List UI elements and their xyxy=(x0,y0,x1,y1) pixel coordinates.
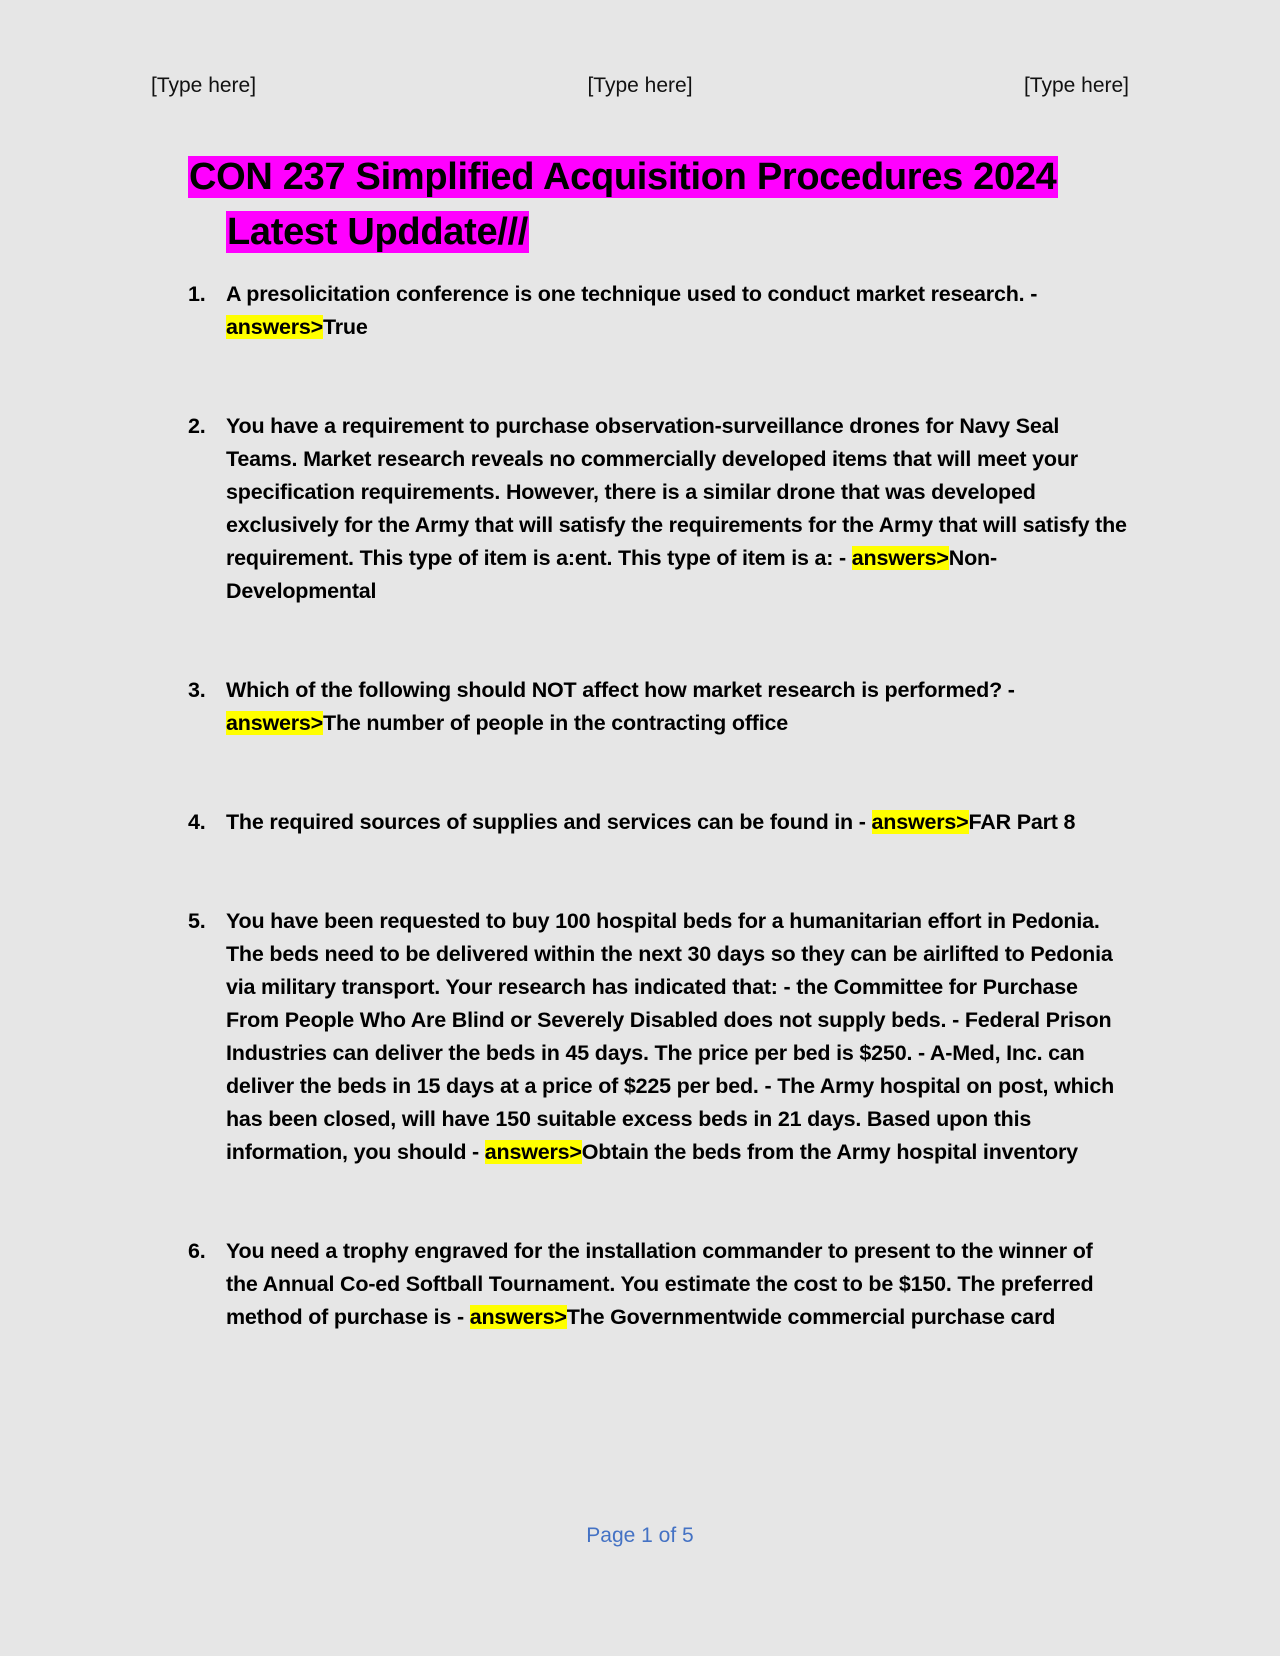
question-item xyxy=(188,410,1130,608)
question-item xyxy=(188,905,1130,1169)
question-number: 5. xyxy=(188,909,206,933)
answer-tag: answers> xyxy=(871,810,969,834)
page-footer xyxy=(0,1524,1280,1548)
answer-tag: answers> xyxy=(226,315,324,339)
title-line-1 xyxy=(188,150,1088,205)
question-text: You have a requirement to purchase observation-surveillance drones for Navy Seal Teams. Market research reveals no commercially developed items that will meet your specification requirements. However, there is a similar drone that was developed exclusively for the Army that will satisfy the requirements for the Army that will satisfy the requirement. This type of item is a:ent. This type of item is a: - xyxy=(226,414,1127,570)
question-item xyxy=(188,806,1130,839)
question-text: The required sources of supplies and services can be found in - xyxy=(226,810,872,834)
document-title xyxy=(188,150,1088,260)
question-item xyxy=(188,278,1130,344)
question-text: Which of the following should NOT affect how market research is performed? - xyxy=(226,678,1015,702)
page-number-label: Page 1 of 5 xyxy=(586,1524,694,1547)
question-text: You have been requested to buy 100 hospital beds for a humanitarian effort in Pedonia. The beds need to be delivered within the next 30 days so they can be airlifted to Pedonia via military transport. Your research has indicated that: - the Committee for Purchase From People Who Are Blind or Severely Disabled does not supply beds. - Federal Prison Industries can deliver the beds in 45 days. The price per bed is $250. - A-Med, Inc. can deliver the beds in 15 days at a price of $225 per bed. - The Army hospital on post, which has been closed, will have 150 suitable excess beds in 21 days. Based upon this information, you should - xyxy=(226,909,1115,1164)
header-left-text[interactable]: [Type here] xyxy=(151,74,257,97)
answer-text: FAR Part 8 xyxy=(968,810,1076,834)
question-number: 1. xyxy=(188,282,206,306)
header-center-text[interactable]: [Type here] xyxy=(587,74,693,97)
header-right-text[interactable]: [Type here] xyxy=(1023,74,1129,97)
question-number: 6. xyxy=(188,1239,206,1263)
answer-text: The Governmentwide commercial purchase card xyxy=(566,1305,1056,1329)
question-text: A presolicitation conference is one technique used to conduct market research. - xyxy=(226,282,1038,306)
title-line-2 xyxy=(188,205,1088,260)
page-header xyxy=(151,74,1129,104)
title-line-1-text: CON 237 Simplified Acquisition Procedures 2024 xyxy=(189,156,1057,198)
question-item xyxy=(188,1235,1130,1334)
answer-tag: answers> xyxy=(226,711,324,735)
answer-tag: answers> xyxy=(851,546,949,570)
answer-text: The number of people in the contracting office xyxy=(323,711,789,735)
question-text: You need a trophy engraved for the installation commander to present to the winner of the Annual Co-ed Softball Tournament. You estimate the cost to be $150. The preferred method of purchase is - xyxy=(226,1239,1094,1329)
answer-text: Obtain the beds from the Army hospital inventory xyxy=(581,1140,1078,1164)
question-item xyxy=(188,674,1130,740)
question-number: 4. xyxy=(188,810,206,834)
answer-text: Non-Developmental xyxy=(226,546,997,603)
answer-tag: answers> xyxy=(469,1305,567,1329)
answer-tag: answers> xyxy=(484,1140,582,1164)
answer-text: True xyxy=(323,315,368,339)
question-number: 3. xyxy=(188,678,206,702)
question-number: 2. xyxy=(188,414,206,438)
title-line-2-text: Latest Upddate/// xyxy=(227,211,529,253)
question-list xyxy=(188,278,1130,1400)
